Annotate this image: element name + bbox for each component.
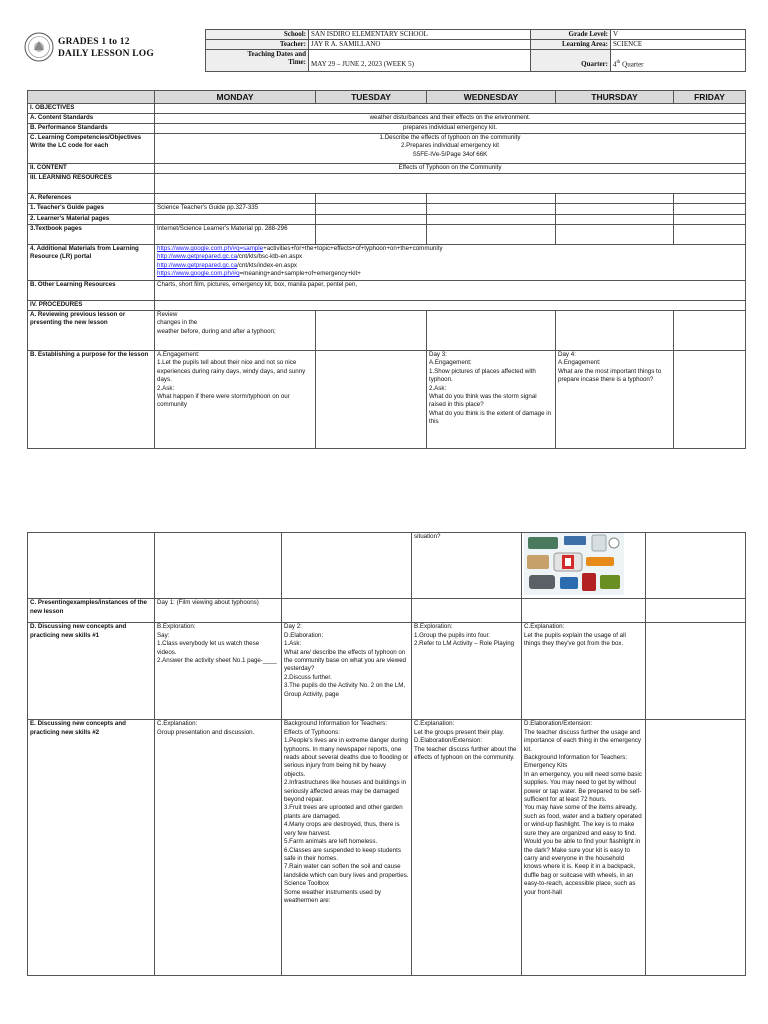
header-logo-title: [24, 32, 204, 68]
dates-label: [206, 50, 309, 72]
lesson-log-table-page-2: [27, 532, 746, 976]
lesson-log-table-page-1: [27, 90, 746, 449]
resource-link-4[interactable]: https://www.google.com.ph/#q: [157, 270, 240, 278]
area-value: SCIENCE: [611, 40, 746, 50]
quarter-suffix: th: [616, 59, 621, 65]
learners-material-label: 2. Learner's Material pages: [28, 215, 155, 225]
discussing-concepts-2-tuesday: Background Information for Teachers: Effects of Typhoons: 1.People's lives are in extreme danger during typhoons. In many newspaper reports, one reads about several deaths due to flooding or serious injury from being hit by heavy objects. 2.Infrastructures like houses and buildings in seriously affected areas may be damaged beyond repair. 3.Fruit trees are uprooted and other garden plants are damaged. 4.Many crops are destroyed, thus, there is very few harvest. 5.Farm animals are left homeless. 6.Classes are suspended to keep students safe in their homes. 7.Rain water can soften the soil and cause landslide which can bury lives and properties. Science Toolbox Some weather instruments used by weathermen are:: [282, 720, 412, 976]
teachers-guide-value: Science Teacher's Guide pp.327-335: [155, 204, 316, 215]
resource-link-1[interactable]: https://www.google.com.ph/#q=sample: [157, 245, 264, 252]
quarter-word: Quarter: [620, 60, 644, 68]
teacher-value: JAY R A. SAMILLANO: [309, 40, 531, 50]
resource-link-3[interactable]: http://www.getprepared.gc.ca: [157, 261, 238, 269]
discussing-concepts-1-wednesday: B.Exploration: 1.Group the pupils into four. 2.Refer to LM Activity – Role Playing: [412, 623, 522, 720]
area-label: Learning Area:: [531, 40, 611, 50]
other-resources-label: B. Other Learning Resources: [28, 281, 155, 301]
content-label: II. CONTENT: [28, 164, 155, 174]
day-header-tuesday: TUESDAY: [316, 91, 427, 104]
teacher-label: Teacher:: [206, 40, 309, 50]
dates-label-line-1: Teaching Dates and: [247, 50, 306, 58]
grade-value: V: [611, 30, 746, 40]
day-header-thursday: THURSDAY: [556, 91, 674, 104]
establishing-purpose-monday: A.Engagement: 1.Let the pupils tell about their nice and not so nice experiences during rainy days, windy days, and sunny days. 2.Ask: What happen if there were storm/typhoon on our community: [155, 351, 316, 449]
presenting-examples-label: C. Presentingexamples/instances of the new lesson: [28, 599, 155, 623]
establishing-purpose-thursday: Day 4: A.Engagement: What are the most important things to prepare incase there is a typhoon?: [556, 351, 674, 449]
school-value: SAN ISDIRO ELEMENTARY SCHOOL: [309, 30, 531, 40]
emergency-kit-image: [524, 533, 624, 595]
reviewing-lesson-monday: Review changes in the weather before, during and after a typhoon;: [155, 311, 316, 351]
presenting-examples-monday: Day 1: (Film viewing about typhoons): [155, 599, 282, 623]
discussing-concepts-2-monday: C.Explanation: Group presentation and discussion.: [155, 720, 282, 976]
content-standards-label: A. Content Standards: [28, 114, 155, 124]
discussing-concepts-1-tuesday: Day 2: D.Elaboration: 1.Ask: What are/ describe the effects of typhoon on the community base on what you are viewed yesterday? 2.Discuss further. 3.The pupils do the Activity No. 2 on the LM, Group Activity, page: [282, 623, 412, 720]
additional-materials-links: [155, 245, 746, 281]
references-label: A. References: [28, 194, 155, 204]
discussing-concepts-1-thursday: C.Explanation: Let the pupils explain the usage of all things they they've got from the box.: [522, 623, 646, 720]
discussing-concepts-1-monday: B.Exploration: Say: 1.Class everybody let us watch these videos. 2.Answer the activity sheet No.1 page-____: [155, 623, 282, 720]
reviewing-lesson-label: A. Reviewing previous lesson or presenting the new lesson: [28, 311, 155, 351]
emergency-kit-image-cell: [522, 533, 646, 599]
learning-resources-label: III. LEARNING RESOURCES: [28, 174, 155, 194]
dates-value: MAY 29 – JUNE 2, 2023 (WEEK 5): [309, 50, 531, 72]
dates-label-line-2: Time:: [288, 58, 306, 66]
discussing-concepts-1-label: D. Discussing new concepts and practicing new skills #1: [28, 623, 155, 720]
deped-seal-icon: [24, 32, 54, 62]
procedures-label: IV. PROCEDURES: [28, 301, 155, 311]
resource-link-2-rest: /cnt/kts/bsc-ktb-en.aspx: [237, 253, 303, 261]
title-line-1: GRADES 1 to 12: [58, 37, 130, 47]
establishing-purpose-label: B. Establishing a purpose for the lesson: [28, 351, 155, 449]
header-info-table: [205, 29, 746, 72]
quarter-label: Quarter:: [531, 50, 611, 72]
teachers-guide-label: 1. Teacher's Guide pages: [28, 204, 155, 215]
discussing-concepts-2-wednesday: C.Explanation: Let the groups present their play. D.Elaboration/Extension: The teacher discuss further about the effects of typhoon on the community.: [412, 720, 522, 976]
day-header-wednesday: WEDNESDAY: [427, 91, 556, 104]
school-label: School:: [206, 30, 309, 40]
additional-materials-label: 4. Additional Materials from Learning Resource (LR) portal: [28, 245, 155, 281]
content-standards-value: weather disturbances and their effects on the environment.: [155, 114, 746, 124]
day-header-monday: MONDAY: [155, 91, 316, 104]
performance-standards-label: B. Performance Standards: [28, 124, 155, 134]
discussing-concepts-2-thursday: D.Elaboration/Extension: The teacher discuss further the usage and importance of each thing in the emergency kit. Background Information for Teachers: Emergency Kits In an emergency, you will need some basic supplies. You may need to get by without power or tap water. Be prepared to be self-sufficient for at least 72 hours. You may have some of the items already, such as food, water and a battery operated or wind-up flashlight. The key is to make sure they are organized and easy to find. Would you be able to find your flashlight in the dark? Make sure your kit is easy to carry and everyone in the household knows where it is. Keep it in a backpack, duffle bag or suitcase with wheels, in an easy-to-reach, accessible place, such as your front-hall: [522, 720, 646, 976]
title-line-2: DAILY LESSON LOG: [58, 49, 154, 59]
resource-link-4-rest: =meaning+and+sample+of+emergency+kit+: [239, 270, 361, 278]
competencies-label: C. Learning Competencies/Objectives Write the LC code for each: [28, 134, 155, 164]
other-resources-value: Charts, short film, pictures, emergency kit, box, manila paper, pentel pen,: [155, 281, 746, 301]
textbook-label: 3.Textbook pages: [28, 225, 155, 245]
resource-link-3-rest: /cnt/kts/index-en.aspx: [237, 261, 297, 269]
day-header-friday: FRIDAY: [674, 91, 746, 104]
competencies-value: 1.Describe the effects of typhoon on the community 2.Prepares individual emergency kit S5FE-IVe-5/Page 34of 66K: [155, 134, 746, 164]
quarter-value: [611, 50, 746, 72]
textbook-value: Internet/Science Learner's Material pp. 288-296: [155, 225, 316, 245]
resource-link-1-rest: +activities+for+the+topic+effects+of+typhoon+on+the+community: [263, 245, 443, 252]
resource-link-2[interactable]: http://www.getprepared.gc.ca: [157, 253, 238, 261]
establishing-purpose-wednesday: Day 3: A.Engagement: 1.Show pictures of places affected with typhoon. 2.Ask: What do you think was the storm signal raised in this place? What do you think is the extent of damage in this: [427, 351, 556, 449]
grade-label: Grade Level:: [531, 30, 611, 40]
establishing-purpose-wednesday-continued: situation?: [412, 533, 522, 599]
objectives-label: I. OBJECTIVES: [28, 104, 155, 114]
performance-standards-value: prepares individual emergency kit.: [155, 124, 746, 134]
quarter-number: 4: [613, 60, 617, 68]
discussing-concepts-2-label: E. Discussing new concepts and practicing new skills #2: [28, 720, 155, 976]
content-value: Effects of Typhoon on the Community: [155, 164, 746, 174]
